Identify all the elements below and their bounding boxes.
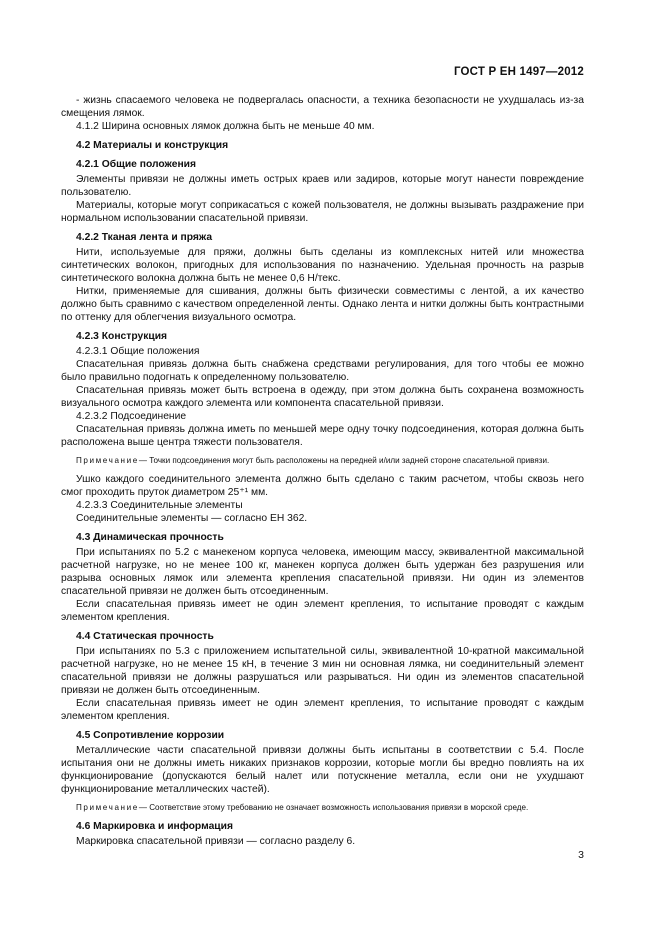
note-text: — Точки подсоединения могут быть расположены на передней и/или задней стороне спасательной привязи. — [138, 456, 550, 465]
paragraph: Спасательная привязь может быть встроена в одежду, при этом должна быть сохранена возможность визуального осмотра каждого элемента или компонента спасательной привязи. — [61, 385, 584, 409]
section-heading: 4.6 Маркировка и информация — [76, 821, 233, 832]
paragraph: Нитки, применяемые для сшивания, должны быть физически совместимы с лентой, а их качество должно быть сравнимо с качеством определенной ленты. Однако лента и нитки должны быть контрастными по оттенку для облегчения визуального осмотра. — [61, 286, 584, 323]
paragraph: Если спасательная привязь имеет не один элемент крепления, то испытание проводят с каждым элементом крепления. — [61, 698, 584, 722]
note-label: Примечание — [76, 456, 139, 465]
section-heading: 4.5 Сопротивление коррозии — [76, 730, 225, 741]
paragraph: Ушко каждого соединительного элемента должно быть сделано с таким расчетом, чтобы сквозь него смог проходить пруток диаметром 25⁺¹ мм. — [61, 474, 584, 498]
paragraph: Элементы привязи не должны иметь острых краев или задиров, которые могут нанести повреждение пользователю. — [61, 174, 584, 198]
document-header: ГОСТ Р ЕН 1497—2012 — [453, 66, 584, 78]
clause-line: 4.1.2 Ширина основных лямок должна быть не меньше 40 мм. — [76, 121, 375, 132]
note-paragraph — [61, 802, 584, 814]
section-heading: 4.4 Статическая прочность — [76, 631, 214, 642]
note-text: — Соответствие этому требованию не означает возможность использования привязи в морской среде. — [138, 803, 529, 812]
page-number: 3 — [578, 849, 584, 861]
clause-line: Маркировка спасательной привязи — согласно разделу 6. — [76, 836, 356, 847]
note-label: Примечание — [76, 803, 139, 812]
paragraph: Металлические части спасательной привязи должны быть испытаны в соответствии с 5.4. После испытания они не должны иметь никаких признаков коррозии, которые могли бы вредно повлиять на их функционирование (допускаются белый налет или потускнение металла, если они не ухудшают функционирование металлических частей). — [61, 745, 584, 795]
paragraph: Спасательная привязь должна иметь по меньшей мере одну точку подсоединения, которая должна быть расположена выше центра тяжести пользователя. — [61, 424, 584, 448]
section-heading: 4.2.2 Тканая лента и пряжа — [76, 232, 213, 243]
paragraph: - жизнь спасаемого человека не подвергалась опасности, а техника безопасности не ухудшалась из-за смещения лямок. — [61, 95, 584, 119]
section-heading: 4.2.3 Конструкция — [76, 331, 168, 342]
paragraph: При испытаниях по 5.3 с приложением испытательной силы, эквивалентной 10-кратной максимальной расчетной нагрузке, но не менее 15 кН, в течение 3 мин ни основная лямка, ни соединительный элемент спасательной привязи не должны разрушаться или разрываться. Ни один из элементов спасательной привязи не должен быть отсоединенным. — [61, 646, 584, 696]
section-heading: 4.3 Динамическая прочность — [76, 532, 224, 543]
clause-line: 4.2.3.1 Общие положения — [76, 346, 200, 357]
clause-line: Соединительные элементы — согласно ЕН 362. — [76, 513, 308, 524]
clause-line: 4.2.3.3 Соединительные элементы — [76, 500, 243, 511]
paragraph: Нити, используемые для пряжи, должны быть сделаны из комплексных нитей или множества синтетических волокон, пригодных для использования по назначению. Удельная прочность на разрыв синтетического волокна должна быть не менее 0,6 Н/текс. — [61, 247, 584, 284]
clause-line: 4.2.3.2 Подсоединение — [76, 411, 187, 422]
note-paragraph — [61, 455, 584, 467]
section-heading: 4.2 Материалы и конструкция — [76, 140, 229, 151]
paragraph: Если спасательная привязь имеет не один элемент крепления, то испытание проводят с каждым элементом крепления. — [61, 599, 584, 623]
paragraph: Спасательная привязь должна быть снабжена средствами регулирования, для того чтобы ее можно было правильно подогнать к определенному пользователю. — [61, 359, 584, 383]
document-body — [61, 94, 584, 848]
paragraph: Материалы, которые могут соприкасаться с кожей пользователя, не должны вызывать раздражение при нормальном использовании спасательной привязи. — [61, 200, 584, 224]
section-heading: 4.2.1 Общие положения — [76, 159, 196, 170]
paragraph: При испытаниях по 5.2 с манекеном корпуса человека, имеющим массу, эквивалентной максимальной расчетной нагрузке, но не менее 100 кг, манекен корпуса должен быть удержан без разрушения или разрыва основных лямок или элемента крепления спасательной привязи. Ни один из элементов спасательной привязи не должен быть отсоединенным. — [61, 547, 584, 597]
